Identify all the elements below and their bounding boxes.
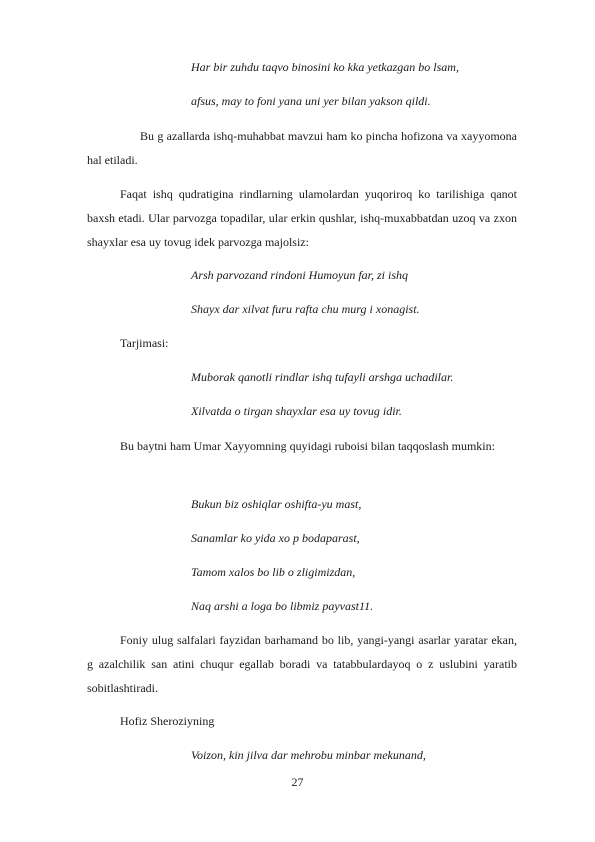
- author-reference: Hofiz Sheroziyning: [120, 714, 215, 728]
- verse-line: Har bir zuhdu taqvo binosini ko kka yetkazgan bo lsam,: [191, 60, 459, 74]
- paragraph: Foniy ulug salfalari fayzidan barhamand bo lib, yangi-yangi asarlar yaratar ekan, g azalchilik san atini chuqur egallab boradi va tatabbulardayoq o z uslubini yaratib sobitlashtiradi.: [87, 633, 517, 695]
- verse-line: Tamom xalos bo lib o zligimizdan,: [191, 565, 356, 579]
- verse-line: Shayx dar xilvat furu rafta chu murg i xonagist.: [191, 302, 420, 316]
- verse-line: Arsh parvozand rindoni Humoyun far, zi ishq: [191, 268, 409, 282]
- verse-line: Bukun biz oshiqlar oshifta-yu mast,: [191, 497, 362, 511]
- verse-line: Naq arshi a loga bo libmiz payvast11.: [191, 599, 374, 613]
- verse-line: Sanamlar ko yida xo p bodaparast,: [191, 531, 360, 545]
- verse-line: Muborak qanotli rindlar ishq tufayli arshga uchadilar.: [191, 370, 454, 384]
- verse-line: Xilvatda o tirgan shayxlar esa uy tovug idir.: [191, 404, 402, 418]
- translation-label: Tarjimasi:: [120, 336, 169, 350]
- verse-line: Voizon, kin jilva dar mehrobu minbar mekunand,: [191, 748, 426, 762]
- paragraph: Faqat ishq qudratigina rindlarning ulamolardan yuqoriroq ko tarilishiga qanot baxsh etadi. Ular parvozga topadilar, ular erkin qushlar, ishq-muxabbatdan uzoq va zxon shayxlar esa uy tovug idek parvozga majolsiz:: [87, 187, 517, 249]
- paragraph: Bu g azallarda ishq-muhabbat mavzui ham ko pincha hofizona va xayyomona hal etiladi.: [87, 129, 517, 167]
- verse-line: afsus, may to foni yana uni yer bilan yakson qildi.: [191, 94, 431, 108]
- paragraph: Bu baytni ham Umar Xayyomning quyidagi ruboisi bilan taqqoslash mumkin:: [120, 439, 495, 453]
- page-number: 27: [291, 775, 304, 789]
